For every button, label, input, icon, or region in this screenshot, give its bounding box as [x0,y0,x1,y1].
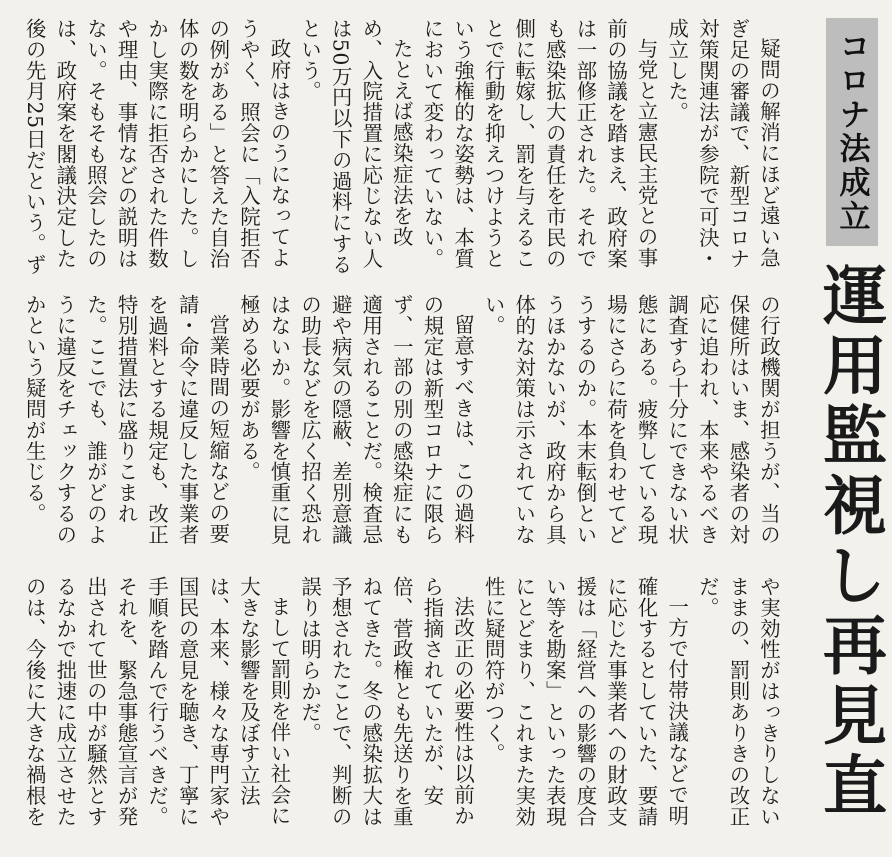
paragraph [16,294,19,564]
paragraph: 法改正の必要性は以前から指摘されていたが、安倍、菅政権とも先送りを重ねてきた。冬の感染拡大は予想されたことで、判断の誤りは明らかだ。 [298,576,476,827]
article-block-2 [16,294,784,564]
kicker-label [826,18,878,246]
paragraph: 疑問の解消にほど遠い急ぎ足の審議で、新型コロナ対策関連法が参院で可決・成立した。 [665,18,781,269]
paragraph: 一方で付帯決議などで明確化するとしていた、要請に応じた事業者への財政支援は「経営への影響の度合い等を勘案」といった表現にとどまり、これまた実効性に疑問符がつく。 [481,576,690,827]
article-block-3 [16,576,784,846]
paragraph: 政府はきのうになってようやく、照会に「入院拒否の例がある」と答えた自治体の数を明らかにした。しかし実際に拒否された件数や理由、事情などの説明はない。そもそも照会したのは、政府案を閣議決定した後の先月25日だという。ず [22,18,292,275]
article-block-1 [16,18,784,282]
paragraph: 営業時間の短縮などの要請・命令に違反した事業者を過料とする規定も、改正特別措置法に盛りこまれた。ここでも、誰がどのように違反をチェックするのかという疑問が生じる。 [22,294,231,545]
paragraph: たとえば感染症法を改め、入院措置に応じない人は50万円以下の過料にするという。 [298,18,414,275]
paragraph: 与党と立憲民主党との事前の協議を踏まえ、政府案は一部修正された。それでも感染拡大の責任を市民の側に転嫁し、罰を与えることで行動を抑えつけようという強権的な姿勢は、本質において変わっていない。 [420,18,659,269]
headline: 運用監視し再見直 [812,262,887,822]
paragraph: の行政機関が担うが、当の保健所はいま、感染者の対応に追われ、本来やるべき調査すら十分にできない状態にある。疲弊している現場にさらに荷を負わせてどうするのか。本末転倒というほかないが、政府から具体的な対策は示されていない。 [481,294,781,545]
paragraph: 留意すべきは、この過料の規定は新型コロナに限らず、一部の別の感染症にも適用されることだ。検査忌避や病気の隠蔽、差別意識の助長などを広く招く恐れはないか。影響を慎重に見極める必要がある。 [236,294,476,545]
kicker-text: コロナ法成立 [833,30,870,234]
paragraph: や実効性がはっきりしないままの、罰則ありきの改正だ。 [695,576,781,827]
paragraph: まして罰則を伴い社会に大きな影響を及ぼす立法は、本来、様々な専門家や国民の意見を聴き、丁寧に手順を踏んで行うべきだ。それを、緊急事態宣言が発出されて世の中が騒然とするなかで拙速に成立させたのは、今後に大きな禍根を [22,576,292,827]
